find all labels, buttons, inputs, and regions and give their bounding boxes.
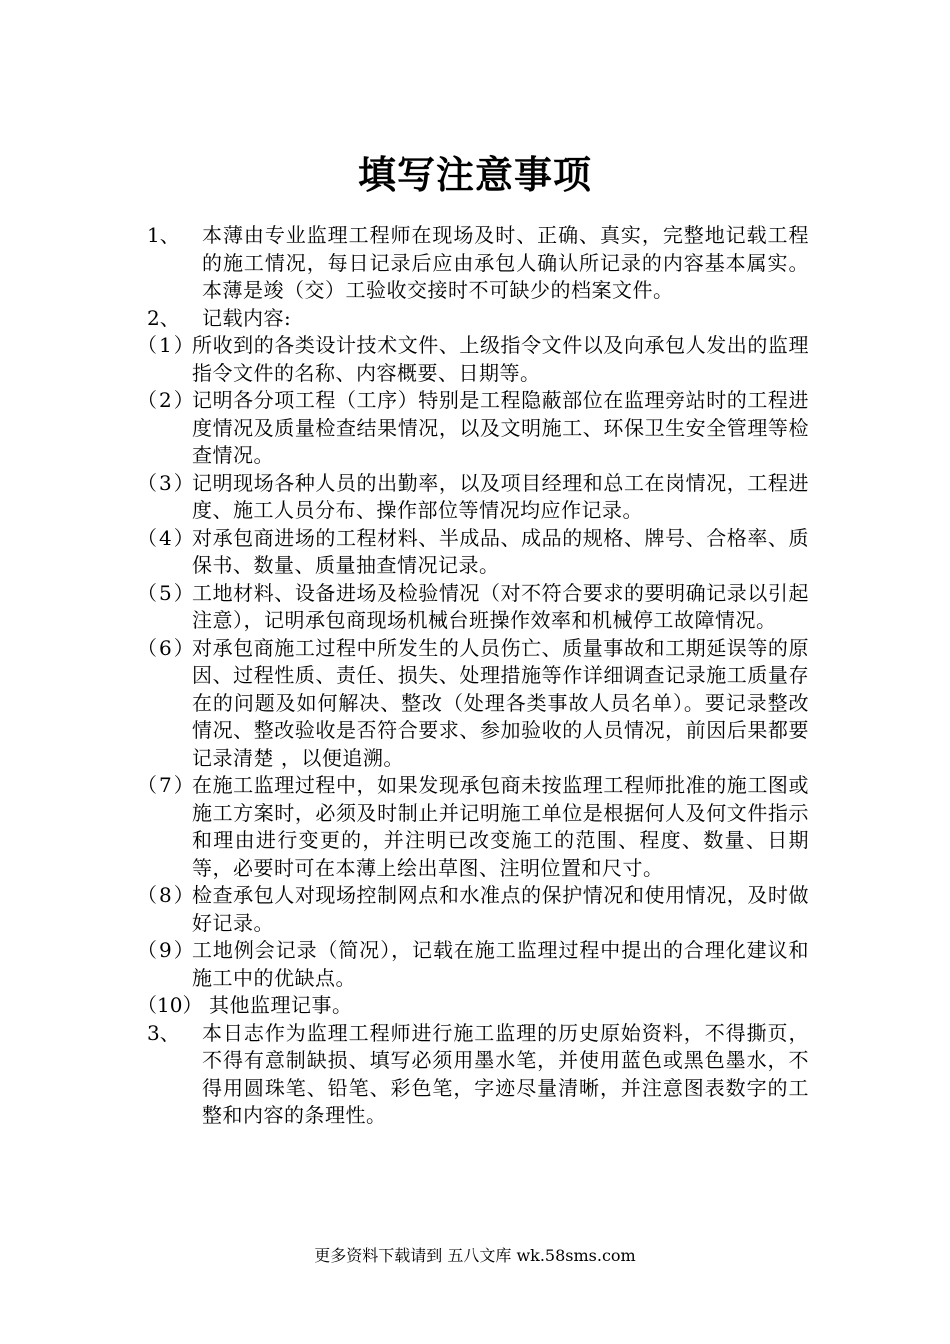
list-text: 所收到的各类设计技术文件、上级指令文件以及向承包人发出的监理指令文件的名称、内容概要、日期等。: [192, 333, 809, 385]
sub-item-7: [137, 772, 809, 882]
sub-item-3: [137, 470, 809, 525]
list-marker: （7）: [137, 773, 196, 797]
list-text: 对承包商进场的工程材料、半成品、成品的规格、牌号、合格率、质保书、数量、质量抽查情况记录。: [192, 525, 809, 577]
sub-item-9: [137, 937, 809, 992]
list-marker: （6）: [137, 635, 196, 660]
sub-item-10: [137, 992, 809, 1020]
list-marker: 2、: [147, 305, 180, 330]
sub-item-5: [137, 580, 809, 635]
list-marker: （3）: [137, 470, 196, 495]
list-text: 工地材料、设备进场及检验情况（对不符合要求的要明确记录以引起注意），记明承包商现场机械台班操作效率和机械停工故障情况。: [192, 580, 809, 632]
list-text: 记载内容:: [202, 305, 292, 330]
footer-note: 更多资料下载请到 五八文库 wk.58sms.com: [314, 1246, 636, 1265]
sub-item-4: [137, 525, 809, 580]
sub-item-1: [137, 332, 809, 387]
list-marker: （9）: [137, 938, 196, 962]
list-marker: （8）: [137, 883, 196, 907]
page-title: 填写注意事项: [357, 152, 592, 198]
list-marker: （5）: [137, 580, 196, 605]
list-marker: （10）: [137, 993, 203, 1017]
list-marker: 1、: [147, 223, 180, 247]
list-marker: （4）: [137, 525, 196, 550]
list-marker: （1）: [137, 333, 196, 357]
list-text: 检查承包人对现场控制网点和水准点的保护情况和使用情况，及时做好记录。: [192, 883, 809, 935]
notes-list: [137, 222, 809, 1130]
list-marker: 3、: [147, 1020, 180, 1045]
list-text: 本日志作为监理工程师进行施工监理的历史原始资料，不得撕页，不得有意制缺损、填写必须用墨水笔，并使用蓝色或黑色墨水，不得用圆珠笔、铅笔、彩色笔，字迹尽量清晰，并注意图表数字的工整和内容的条理性。: [202, 1020, 809, 1127]
list-item-2: [147, 305, 809, 333]
list-item-3: [147, 1020, 809, 1130]
list-text: 对承包商施工过程中所发生的人员伤亡、质量事故和工期延误等的原因、过程性质、责任、损失、处理措施等作详细调查记录施工质量存在的问题及如何解决、整改（处理各类事故人员名单）。要记录整改情况、整改验收是否符合要求、参加验收的人员情况，前因后果都要记录清楚 ，以便追溯。: [192, 635, 809, 770]
list-marker: （2）: [137, 388, 196, 412]
list-text: 记明现场各种人员的出勤率，以及项目经理和总工在岗情况，工程进度、施工人员分布、操作部位等情况均应作记录。: [192, 470, 809, 522]
list-text: 工地例会记录（简况），记载在施工监理过程中提出的合理化建议和施工中的优缺点。: [192, 938, 809, 990]
list-text: 其他监理记事。: [209, 993, 353, 1017]
list-text: 记明各分项工程（工序）特别是工程隐蔽部位在监理旁站时的工程进度情况及质量检查结果情况，以及文明施工、环保卫生安全管理等检查情况。: [192, 388, 809, 467]
list-item-1: [147, 222, 809, 305]
sub-item-2: [137, 387, 809, 470]
list-text: 在施工监理过程中，如果发现承包商未按监理工程师批准的施工图或施工方案时，必须及时制止并记明施工单位是根据何人及何文件指示和理由进行变更的，并注明已改变施工的范围、程度、数量、日期等，必要时可在本薄上绘出草图、注明位置和尺寸。: [192, 773, 809, 880]
sub-item-6: [137, 635, 809, 773]
sub-item-8: [137, 882, 809, 937]
list-text: 本薄由专业监理工程师在现场及时、正确、真实，完整地记载工程的施工情况，每日记录后应由承包人确认所记录的内容基本属实。本薄是竣（交）工验收交接时不可缺少的档案文件。: [202, 223, 809, 302]
